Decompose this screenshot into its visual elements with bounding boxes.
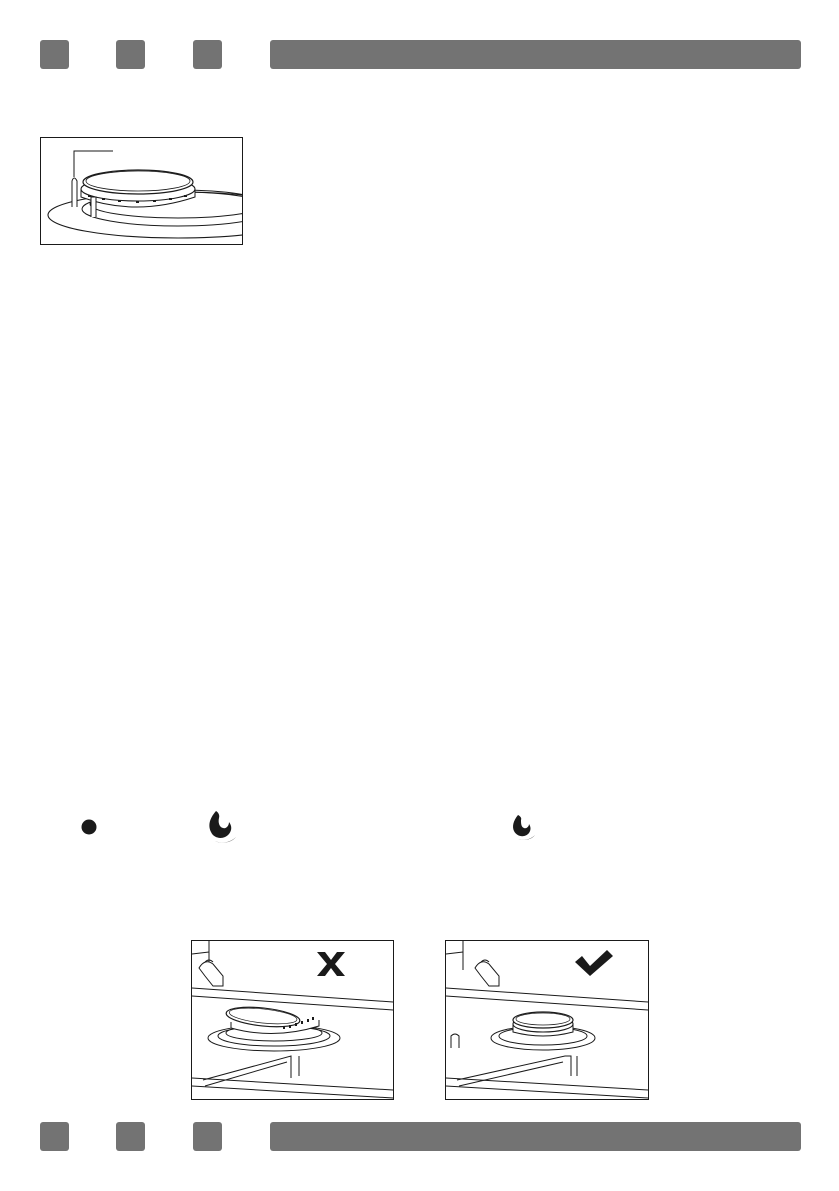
footer-tab-1	[40, 1122, 69, 1151]
burner-diagram	[40, 137, 243, 245]
header-tab-2	[116, 40, 145, 69]
header-tab-3	[193, 40, 222, 69]
footer-bar	[270, 1122, 801, 1151]
footer-tab-2	[116, 1122, 145, 1151]
footer-tab-3	[193, 1122, 222, 1151]
burner-cap-aligned	[445, 940, 649, 1100]
filled-circle-icon	[80, 818, 98, 836]
burner-cap-misaligned	[191, 940, 394, 1100]
header-tab-1	[40, 40, 69, 69]
flame-small-icon	[510, 814, 538, 842]
flame-large-icon	[205, 810, 239, 844]
header-bar	[270, 40, 801, 69]
